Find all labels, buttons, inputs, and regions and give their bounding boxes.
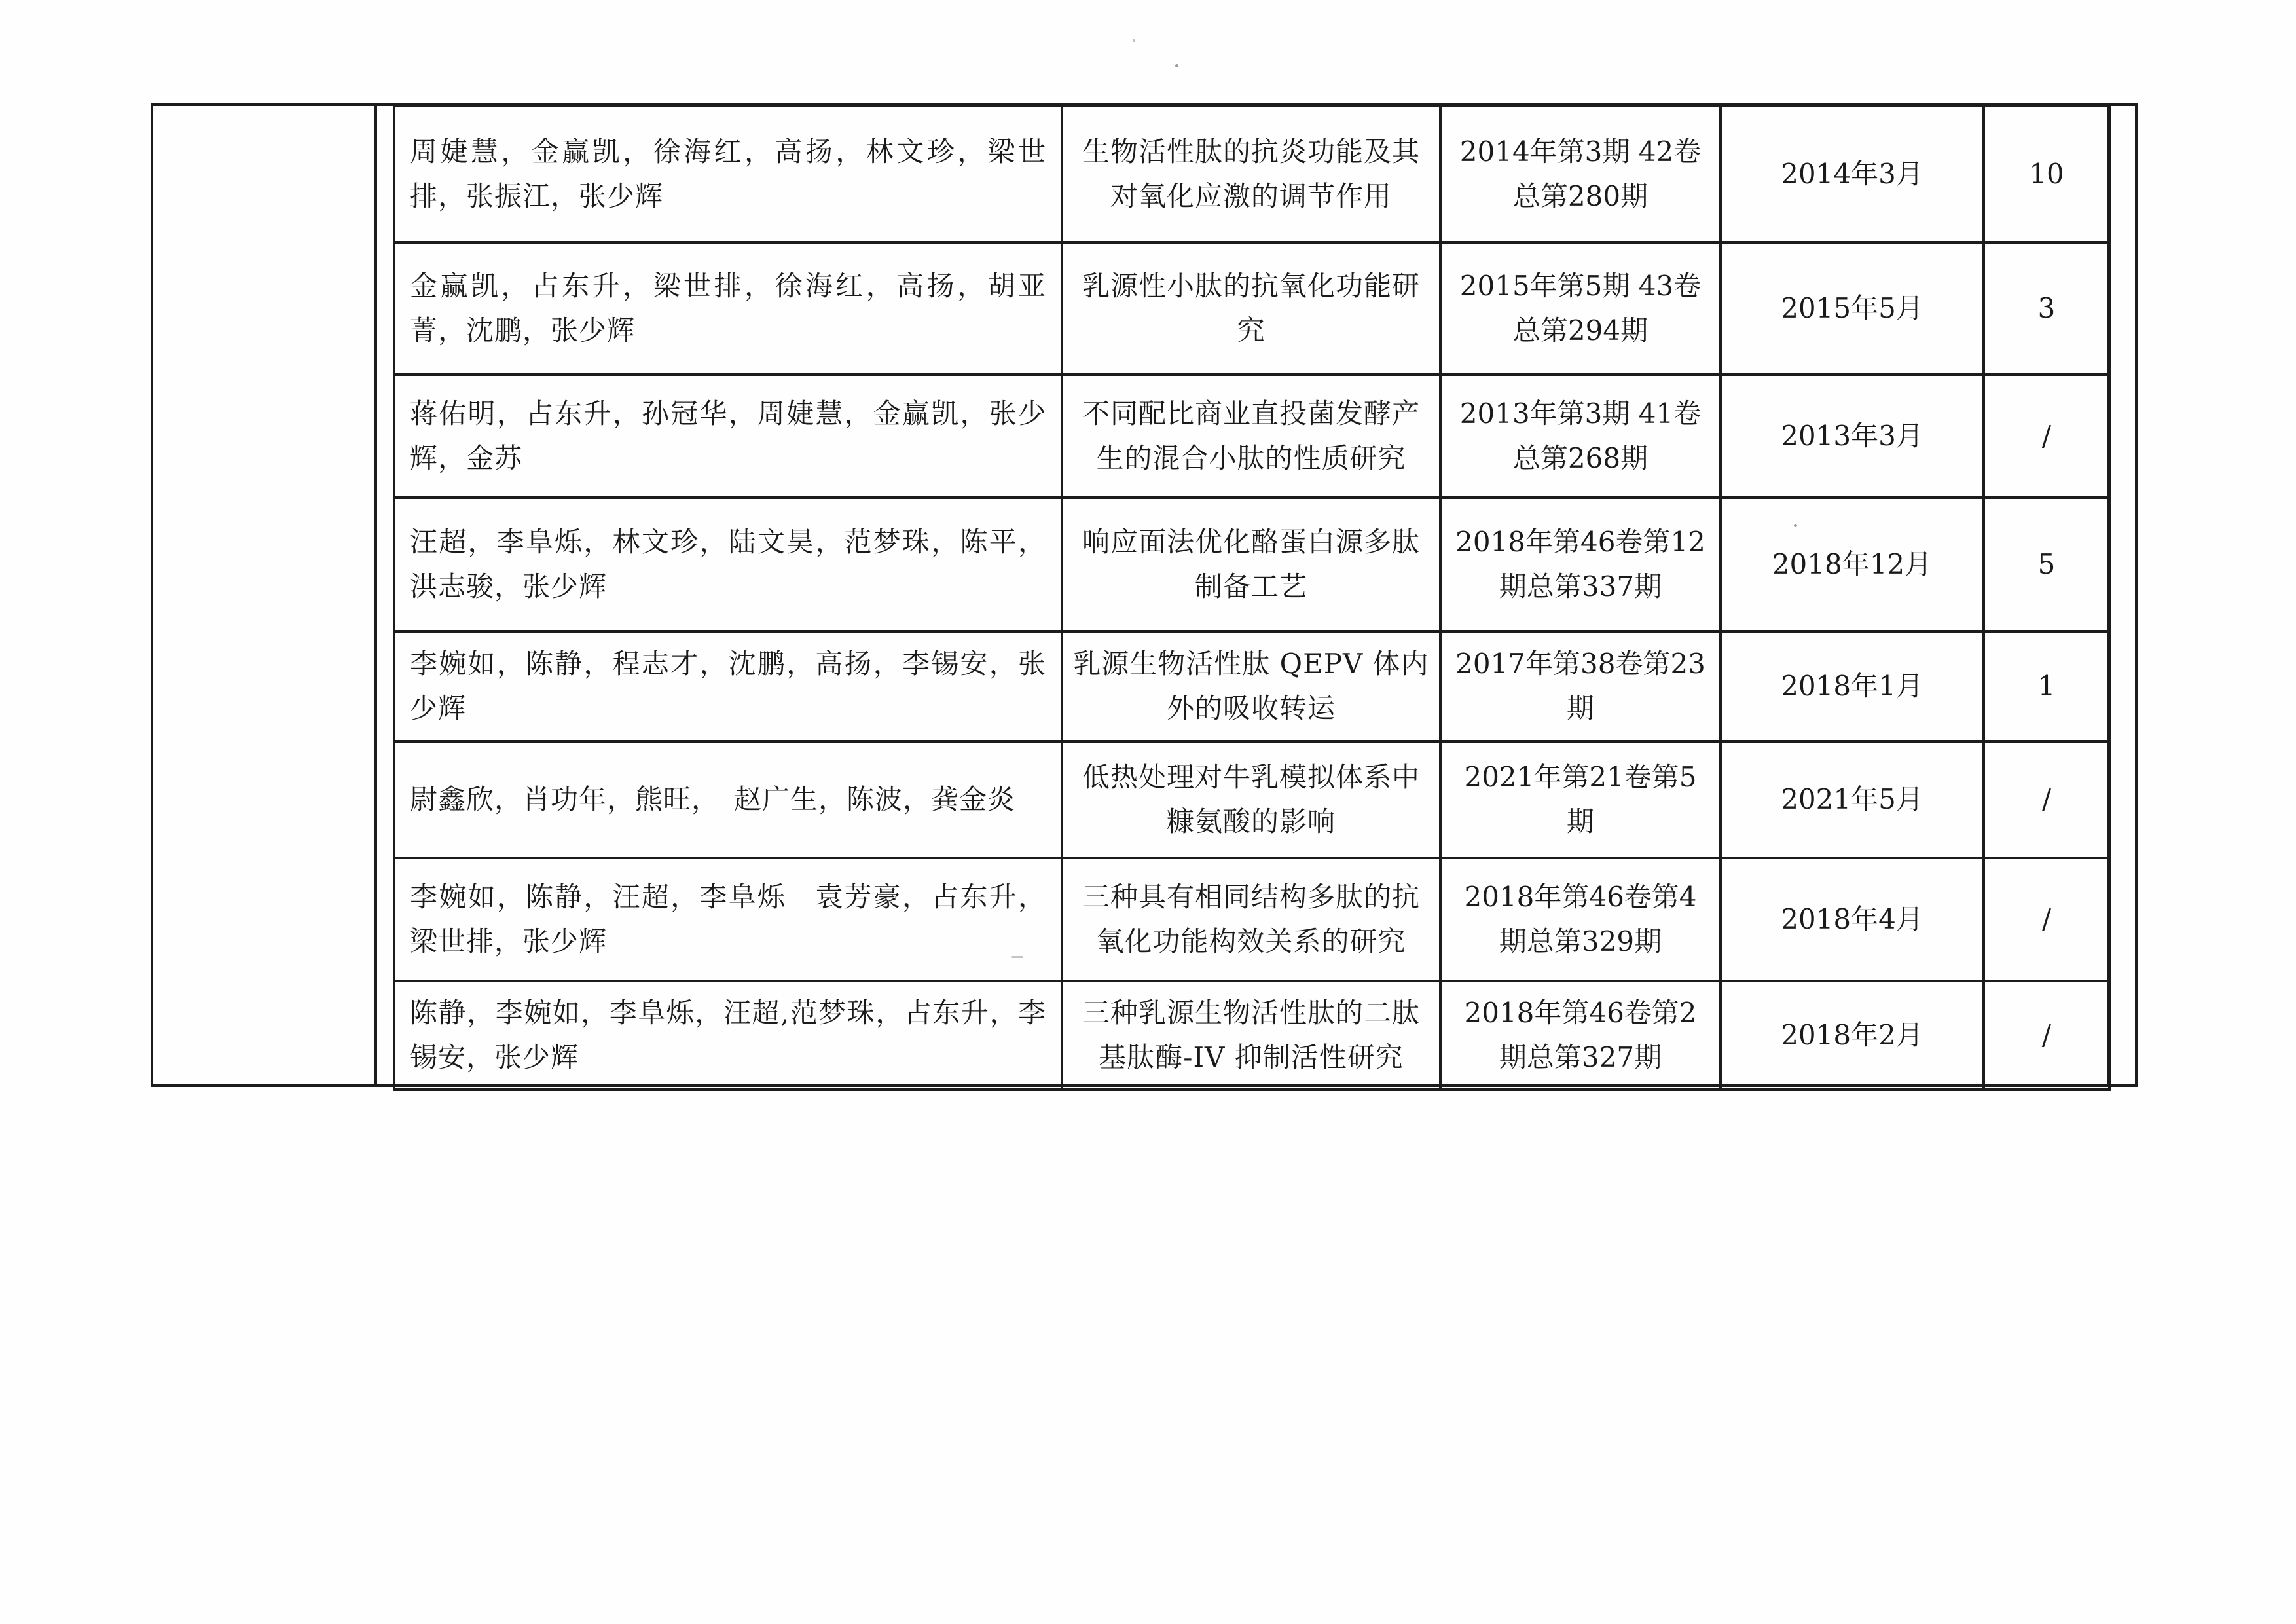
journal-issue-cell: 2021年第21卷第5期 [1440,741,1721,858]
table-row [394,242,2109,375]
table-row [394,375,2109,498]
paper-title-cell: 低热处理对牛乳模拟体系中糠氨酸的影响 [1062,741,1440,858]
publication-table [393,105,2111,1091]
authors-cell: 李婉如，陈静，程志才，沈鹏，高扬，李锡安，张少辉 [394,631,1062,741]
citation-count-cell: / [1984,375,2109,498]
table-row [394,741,2109,858]
authors-cell: 李婉如，陈静，汪超，李阜烁 袁芳豪，占东升，梁世排，张少辉 [394,858,1062,981]
authors-cell: 汪超，李阜烁，林文珍，陆文昊，范梦珠，陈平，洪志骏，张少辉 [394,498,1062,631]
publication-date-cell: 2018年4月 [1721,858,1984,981]
authors-cell: 蒋佑明，占东升，孙冠华，周婕慧，金赢凯，张少辉，金苏 [394,375,1062,498]
paper-title-cell: 三种具有相同结构多肽的抗氧化功能构效关系的研究 [1062,858,1440,981]
publication-date-cell: 2018年2月 [1721,981,1984,1090]
publication-date-cell: 2013年3月 [1721,375,1984,498]
journal-issue-cell: 2014年第3期 42卷总第280期 [1440,106,1721,242]
journal-issue-cell: 2018年第46卷第4期总第329期 [1440,858,1721,981]
journal-issue-cell: 2018年第46卷第12期总第337期 [1440,498,1721,631]
citation-count-cell: 3 [1984,242,2109,375]
journal-issue-cell: 2015年第5期 43卷总第294期 [1440,242,1721,375]
journal-issue-cell: 2018年第46卷第2期总第327期 [1440,981,1721,1090]
publication-date-cell: 2021年5月 [1721,741,1984,858]
table-row [394,106,2109,242]
paper-title-cell: 乳源性小肽的抗氧化功能研究 [1062,242,1440,375]
table-row [394,981,2109,1090]
scan-speck [1011,956,1023,958]
journal-issue-cell: 2013年第3期 41卷总第268期 [1440,375,1721,498]
publication-date-cell: 2014年3月 [1721,106,1984,242]
citation-count-cell: 10 [1984,106,2109,242]
scan-speck [1175,64,1178,67]
paper-title-cell: 生物活性肽的抗炎功能及其对氧化应激的调节作用 [1062,106,1440,242]
authors-cell: 周婕慧，金赢凯，徐海红，高扬，林文珍，梁世排，张振江，张少辉 [394,106,1062,242]
paper-title-cell: 响应面法优化酪蛋白源多肽制备工艺 [1062,498,1440,631]
publication-date-cell: 2015年5月 [1721,242,1984,375]
authors-cell: 金赢凯，占东升，梁世排，徐海红，高扬，胡亚菁，沈鹏，张少辉 [394,242,1062,375]
authors-cell: 陈静，李婉如，李阜烁，汪超,范梦珠，占东升，李锡安，张少辉 [394,981,1062,1090]
paper-title-cell: 三种乳源生物活性肽的二肽基肽酶-IV 抑制活性研究 [1062,981,1440,1090]
citation-count-cell: 5 [1984,498,2109,631]
left-column-divider [374,103,377,1087]
paper-title-cell: 不同配比商业直投菌发酵产生的混合小肽的性质研究 [1062,375,1440,498]
table-row [394,858,2109,981]
table-row [394,498,2109,631]
publication-date-cell: 2018年1月 [1721,631,1984,741]
authors-cell: 尉鑫欣，肖功年，熊旺， 赵广生，陈波，龚金炎 [394,741,1062,858]
citation-count-cell: / [1984,741,2109,858]
citation-count-cell: / [1984,981,2109,1090]
journal-issue-cell: 2017年第38卷第23期 [1440,631,1721,741]
citation-count-cell: / [1984,858,2109,981]
table-row [394,631,2109,741]
paper-title-cell: 乳源生物活性肽 QEPV 体内外的吸收转运 [1062,631,1440,741]
publication-date-cell: 2018年12月 [1721,498,1984,631]
scan-speck [1794,524,1797,527]
citation-count-cell: 1 [1984,631,2109,741]
scan-speck [1133,39,1135,42]
